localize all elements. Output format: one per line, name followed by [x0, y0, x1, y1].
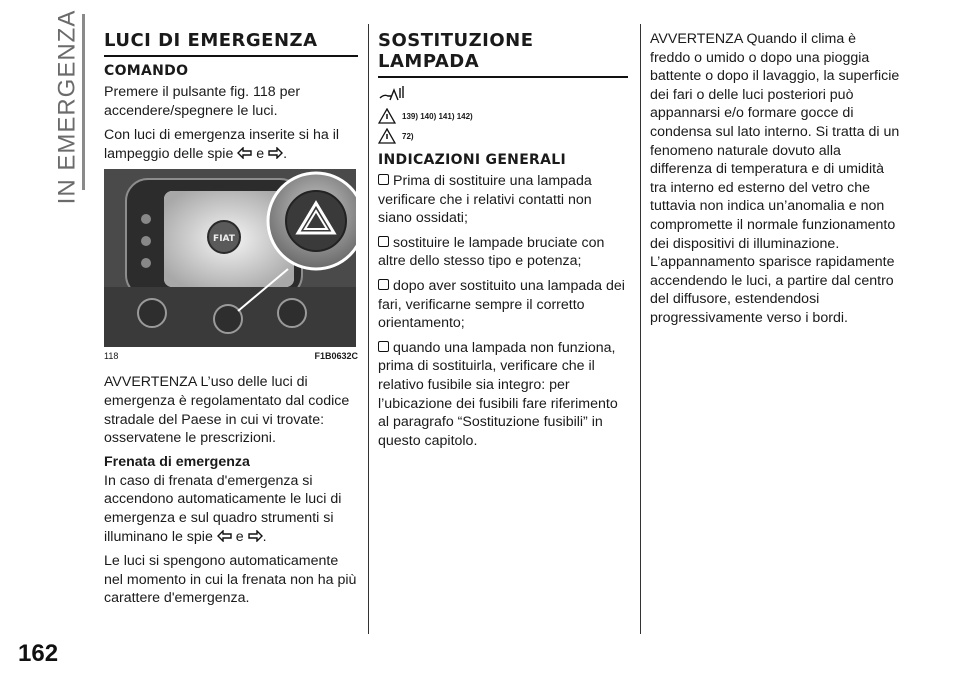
figure-number: 118	[104, 351, 119, 362]
warning-paragraph: AVVERTENZA L’uso delle luci di emergenza è regolamentato dal codice stradale del Paese in cui vi trovate: osservatene le prescrizioni.	[104, 374, 350, 447]
text: dopo aver sostituito una lampada dei fari, verificarne sempre il corretto orientamento;	[378, 277, 625, 332]
paragraph: Premere il pulsante fig. 118 per accendere/spegnere le luci.	[104, 84, 301, 119]
warning-paragraph: AVVERTENZA Quando il clima è freddo o umido o dopo una pioggia battente o dopo il lavaggio, la superficie dei fari o delle luci posteriori può appannarsi e/o formare gocce di condensa sul lato interno. Si tratta di un fenomeno naturale dovuto alla differenza di temperatura e di umidità tra interno ed esterno del vetro che tuttavia non indica un’anomalia e non compromette il normale funzionamento dei dispositivi di illuminazione. L’appannamento sparisce rapidamente accendendo le luci, a partire dal centro del diffusore, estendendosi progressivamente verso i bordi.	[650, 31, 900, 326]
subsection-title: COMANDO	[104, 63, 189, 79]
reference-row	[378, 128, 628, 144]
turn-right-indicator-icon	[268, 147, 283, 159]
section-title: SOSTITUZIONE LAMPADA	[378, 30, 628, 78]
text: .	[262, 528, 267, 545]
side-tab	[52, 9, 82, 205]
bullet-box-icon	[378, 279, 389, 290]
side-tab-label: IN EMERGENZA	[53, 9, 80, 205]
figure-118	[104, 169, 356, 347]
paragraph: Le luci si spengono automaticamente nel momento in cui la frenata non ha più carattere d'emergenza.	[104, 553, 357, 607]
column-avvertenza	[650, 30, 900, 334]
reference-row	[378, 108, 628, 124]
page-number: 162	[18, 640, 59, 667]
reference-list: 139) 140) 141) 142)	[402, 111, 473, 121]
reference-list: 72)	[402, 131, 414, 141]
section-title: LUCI DI EMERGENZA	[104, 30, 358, 57]
dashboard-illustration	[104, 169, 356, 347]
text: Con luci di emergenza inserite si ha il lampeggio delle spie	[104, 127, 339, 162]
bullet-item	[378, 339, 628, 451]
paragraph	[104, 472, 358, 546]
text: .	[283, 145, 288, 162]
reference-row	[378, 84, 628, 104]
warning-triangle-icon	[378, 128, 396, 144]
bullet-item	[378, 277, 628, 333]
bullet-box-icon	[378, 236, 389, 247]
screen-logo: FIAT	[213, 234, 235, 245]
text: Prima di sostituire una lampada verificare che i relativi contatti non siano ossidati;	[378, 173, 592, 227]
side-tab-rule	[82, 14, 85, 190]
column-luci-emergenza	[104, 30, 358, 614]
text: sostituire le lampade bruciate con altre dello stesso tipo e potenza;	[378, 234, 605, 270]
text: quando una lampada non funziona, prima di sostituirla, verificare che il relativo fusibile sia integro: per l’ubicazione dei fusibili fare riferimento al paragrafo “Sostituzione fusibili” in questo capitolo.	[378, 339, 618, 449]
column-sostituzione-lampada	[378, 30, 628, 456]
turn-right-indicator-icon	[248, 530, 263, 542]
bullet-item	[378, 234, 628, 271]
text: In caso di frenata d'emergenza si accendono automaticamente le luci di emergenza e sul quadro strumenti si illuminano le spie	[104, 472, 342, 545]
subsection-title: INDICAZIONI GENERALI	[378, 152, 567, 168]
figure-id: F1B0632C	[314, 351, 358, 362]
turn-left-indicator-icon	[237, 147, 252, 159]
text: e	[256, 145, 265, 162]
paragraph	[104, 126, 358, 163]
turn-left-indicator-icon	[217, 530, 232, 542]
bullet-item	[378, 172, 628, 228]
column-divider	[368, 24, 369, 634]
bullet-box-icon	[378, 341, 389, 352]
text: e	[235, 528, 244, 545]
figure-caption	[104, 351, 358, 361]
subsection-title: Frenata di emergenza	[104, 453, 250, 470]
bullet-box-icon	[378, 174, 389, 185]
lamp-hand-icon	[378, 84, 406, 104]
warning-triangle-icon	[378, 108, 396, 124]
column-divider	[640, 24, 641, 634]
